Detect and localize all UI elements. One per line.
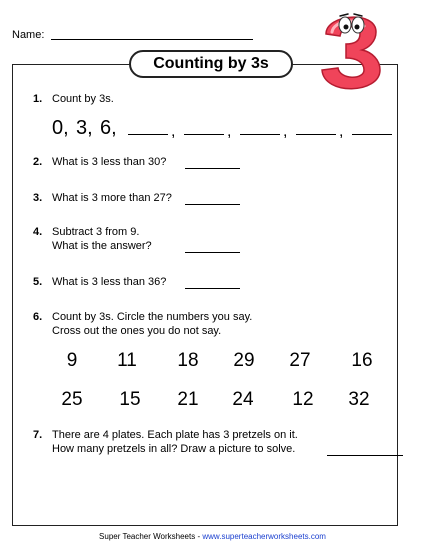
comma: , [227, 123, 232, 140]
circle-choice[interactable]: 32 [348, 389, 370, 410]
q7-number: 7. [33, 429, 43, 441]
seq-item: 0, [52, 117, 69, 139]
q7-answer-line[interactable] [327, 455, 403, 456]
circle-choice[interactable]: 15 [119, 389, 141, 410]
circle-choice[interactable]: 25 [61, 389, 83, 410]
q4-answer-line[interactable] [185, 252, 240, 253]
circle-choice[interactable]: 12 [292, 389, 314, 410]
name-line[interactable] [51, 39, 253, 40]
seq-item: 3, [76, 117, 93, 139]
circle-choice[interactable]: 11 [117, 350, 137, 371]
q1-text: Count by 3s. [52, 93, 114, 105]
q3-number: 3. [33, 192, 43, 204]
q7-text-line2: How many pretzels in all? Draw a picture to solve. [52, 443, 296, 455]
q6-number: 6. [33, 311, 43, 323]
worksheet-title: Counting by 3s [129, 50, 293, 78]
comma: , [339, 123, 344, 140]
comma: , [171, 123, 176, 140]
footer [0, 532, 425, 541]
q4-number: 4. [33, 226, 43, 238]
q1-blank-1[interactable] [128, 134, 168, 135]
q1-blank-3[interactable] [240, 134, 280, 135]
q1-number: 1. [33, 93, 43, 105]
q4-text-line1: Subtract 3 from 9. [52, 226, 140, 238]
circle-choice[interactable]: 27 [289, 350, 311, 371]
circle-choice[interactable]: 21 [177, 389, 199, 410]
q1-blank-5[interactable] [352, 134, 392, 135]
circle-choice[interactable]: 29 [233, 350, 255, 371]
footer-brand: Super Teacher Worksheets - [99, 532, 203, 541]
q5-number: 5. [33, 276, 43, 288]
name-label: Name: [12, 29, 45, 41]
seq-item: 6, [100, 117, 117, 139]
circle-choice[interactable]: 18 [177, 350, 199, 371]
q2-number: 2. [33, 156, 43, 168]
footer-url-link[interactable]: www.superteacherworksheets.com [202, 532, 326, 541]
q3-answer-line[interactable] [185, 204, 240, 205]
circle-choice[interactable]: 24 [232, 389, 254, 410]
q6-text-line2: Cross out the ones you do not say. [52, 325, 222, 337]
q5-answer-line[interactable] [185, 288, 240, 289]
circle-choice[interactable]: 9 [66, 350, 78, 371]
q4-text-line2: What is the answer? [52, 240, 152, 252]
q6-text-line1: Count by 3s. Circle the numbers you say. [52, 311, 253, 323]
q2-answer-line[interactable] [185, 168, 240, 169]
q7-text-line1: There are 4 plates. Each plate has 3 pretzels on it. [52, 429, 298, 441]
q5-text: What is 3 less than 36? [52, 276, 167, 288]
smiling-three-mascot-icon [318, 8, 384, 94]
comma: , [283, 123, 288, 140]
q2-text: What is 3 less than 30? [52, 156, 167, 168]
q1-blank-2[interactable] [184, 134, 224, 135]
q1-blank-4[interactable] [296, 134, 336, 135]
circle-choice[interactable]: 16 [351, 350, 373, 371]
q3-text: What is 3 more than 27? [52, 192, 172, 204]
